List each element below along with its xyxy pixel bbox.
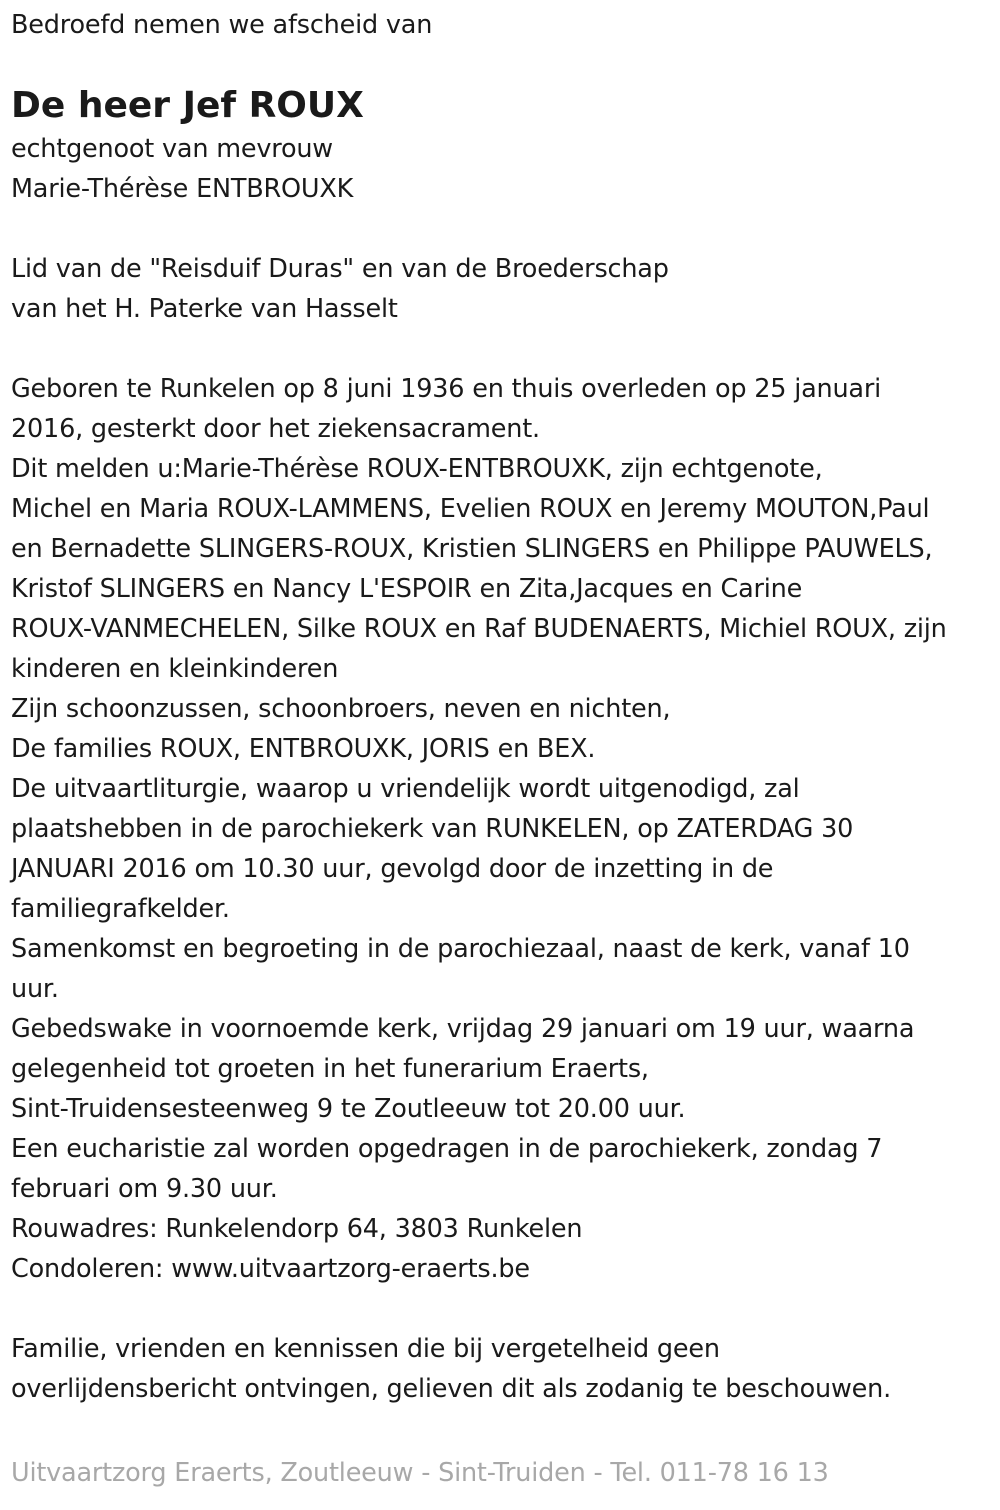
body-line: JANUARI 2016 om 10.30 uur, gevolgd door de inzetting in de: [11, 854, 774, 884]
body-line: plaatshebben in de parochiekerk van RUNKELEN, op ZATERDAG 30: [11, 814, 854, 844]
body-line: Gebedswake in voornoemde kerk, vrijdag 29 januari om 19 uur, waarna: [11, 1014, 915, 1044]
spouse-block: [11, 129, 996, 209]
membership-line: van het H. Paterke van Hasselt: [11, 294, 398, 324]
body-line: Sint-Truidensesteenweg 9 te Zoutleeuw tot 20.00 uur.: [11, 1094, 686, 1124]
membership-line: Lid van de "Reisduif Duras" en van de Broederschap: [11, 254, 669, 284]
closing-line: overlijdensbericht ontvingen, gelieven dit als zodanig te beschouwen.: [11, 1374, 892, 1404]
body-line: 2016, gesterkt door het ziekensacrament.: [11, 414, 540, 444]
body-line: Zijn schoonzussen, schoonbroers, neven en nichten,: [11, 694, 671, 724]
deceased-name-block: [11, 85, 996, 127]
closing-line: Familie, vrienden en kennissen die bij vergetelheid geen: [11, 1334, 720, 1364]
membership-block: [11, 249, 996, 329]
obituary-notice: [11, 5, 996, 1409]
body-line: De families ROUX, ENTBROUXK, JORIS en BEX.: [11, 734, 596, 764]
spouse-line: echtgenoot van mevrouw: [11, 134, 333, 164]
body-line: februari om 9.30 uur.: [11, 1174, 278, 1204]
spacer: [11, 1289, 996, 1329]
spacer: [11, 329, 996, 369]
condolence-link[interactable]: Condoleren: www.uitvaartzorg-eraerts.be: [11, 1254, 530, 1284]
spouse-line: Marie-Thérèse ENTBROUXK: [11, 174, 354, 204]
body-line: Een eucharistie zal worden opgedragen in de parochiekerk, zondag 7: [11, 1134, 883, 1164]
funeral-home-footer: Uitvaartzorg Eraerts, Zoutleeuw - Sint-Truiden - Tel. 011-78 16 13: [11, 1458, 829, 1488]
body-line: De uitvaartliturgie, waarop u vriendelijk wordt uitgenodigd, zal: [11, 774, 800, 804]
announcement-body: [11, 369, 996, 1289]
body-line: uur.: [11, 974, 59, 1004]
body-line: Samenkomst en begroeting in de parochiezaal, naast de kerk, vanaf 10: [11, 934, 910, 964]
body-line: ROUX-VANMECHELEN, Silke ROUX en Raf BUDENAERTS, Michiel ROUX, zijn: [11, 614, 947, 644]
body-line: familiegrafkelder.: [11, 894, 230, 924]
spacer: [11, 209, 996, 249]
body-line: Dit melden u:Marie-Thérèse ROUX-ENTBROUXK, zijn echtgenote,: [11, 454, 823, 484]
deceased-name: De heer Jef ROUX: [11, 85, 364, 126]
body-line: Kristof SLINGERS en Nancy L'ESPOIR en Zita,Jacques en Carine: [11, 574, 803, 604]
body-line: Geboren te Runkelen op 8 juni 1936 en thuis overleden op 25 januari: [11, 374, 882, 404]
body-line: gelegenheid tot groeten in het funerarium Eraerts,: [11, 1054, 649, 1084]
mourning-address: Rouwadres: Runkelendorp 64, 3803 Runkelen: [11, 1214, 583, 1244]
body-line: kinderen en kleinkinderen: [11, 654, 339, 684]
intro-text: Bedroefd nemen we afscheid van: [11, 10, 433, 40]
body-line: Michel en Maria ROUX-LAMMENS, Evelien ROUX en Jeremy MOUTON,Paul: [11, 494, 930, 524]
body-line: en Bernadette SLINGERS-ROUX, Kristien SLINGERS en Philippe PAUWELS,: [11, 534, 933, 564]
closing-block: [11, 1329, 996, 1409]
